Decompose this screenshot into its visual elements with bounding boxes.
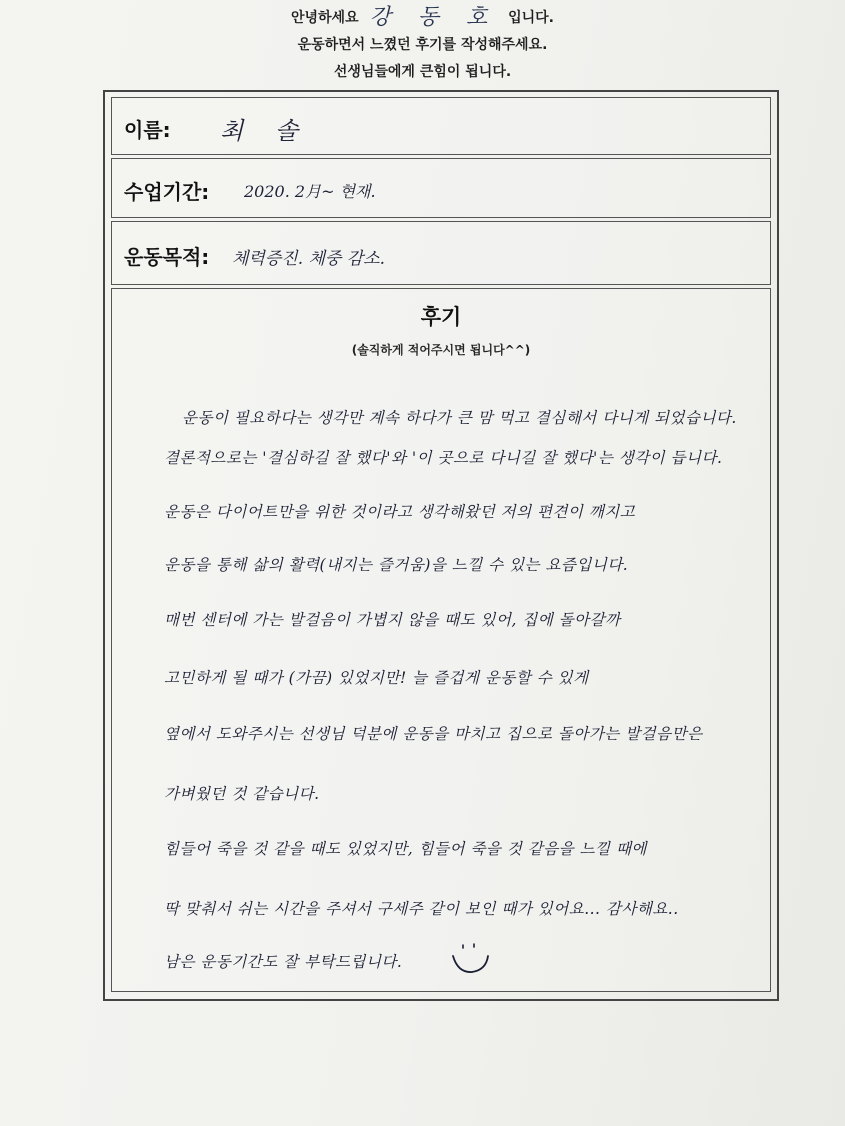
period-row	[111, 158, 771, 218]
review-title: 후기	[420, 305, 462, 329]
instruction-line: 운동하면서 느꼈던 후기를 작성해주세요.	[297, 37, 548, 53]
review-form	[103, 90, 779, 1001]
review-line: 딱 맞춰서 쉬는 시간을 주셔서 구세주 같이 보인 때가 있어요... 감사해요..	[164, 900, 679, 918]
period-label: 수업기간:	[124, 180, 210, 204]
review-line: 가벼웠던 것 같습니다.	[164, 785, 320, 803]
review-line: 남은 운동기간도 잘 부탁드립니다.	[164, 953, 403, 971]
review-line: 힘들어 죽을 것 같을 때도 있었지만, 힘들어 죽을 것 같음을 느낄 때에	[164, 840, 647, 858]
review-subtitle: (솔직하게 적어주시면 됩니다^^)	[351, 343, 531, 357]
name-value: 최 솔	[220, 117, 310, 145]
smiley-icon	[450, 941, 490, 975]
greeting-line	[0, 4, 845, 32]
purpose-row	[111, 221, 771, 285]
name-label: 이름:	[124, 118, 171, 142]
review-line: 운동은 다이어트만을 위한 것이라고 생각해왔던 저의 편견이 깨지고	[164, 503, 636, 521]
trainer-name-handwritten: 강 동 호	[369, 5, 498, 30]
encouragement-line: 선생님들에게 큰힘이 됩니다.	[333, 64, 512, 80]
name-row	[111, 97, 771, 155]
review-line: 운동을 통해 삶의 활력(내지는 즐거움)을 느낄 수 있는 요즘입니다.	[164, 556, 629, 574]
review-line: 매번 센터에 가는 발걸음이 가볍지 않을 때도 있어, 집에 돌아갈까	[164, 611, 621, 629]
review-line: 결론적으로는 '결심하길 잘 했다'와 '이 곳으로 다니길 잘 했다'는 생각이 듭니다.	[164, 449, 723, 467]
period-value: 2020. 2月~ 현재.	[244, 182, 376, 201]
review-line: 운동이 필요하다는 생각만 계속 하다가 큰 맘 먹고 결심해서 다니게 되었습니다.	[182, 409, 737, 427]
greeting-suffix: 입니다.	[508, 10, 554, 26]
review-line: 고민하게 될 때가 (가끔) 있었지만! 늘 즐겁게 운동할 수 있게	[164, 669, 589, 687]
greeting-prefix: 안녕하세요	[290, 10, 359, 26]
review-section	[111, 288, 771, 992]
form-header	[0, 4, 845, 86]
purpose-value: 체력증진. 체중 감소.	[232, 249, 385, 269]
purpose-label: 운동목적:	[124, 245, 210, 269]
review-line: 옆에서 도와주시는 선생님 덕분에 운동을 마치고 집으로 돌아가는 발걸음만은	[164, 725, 703, 743]
